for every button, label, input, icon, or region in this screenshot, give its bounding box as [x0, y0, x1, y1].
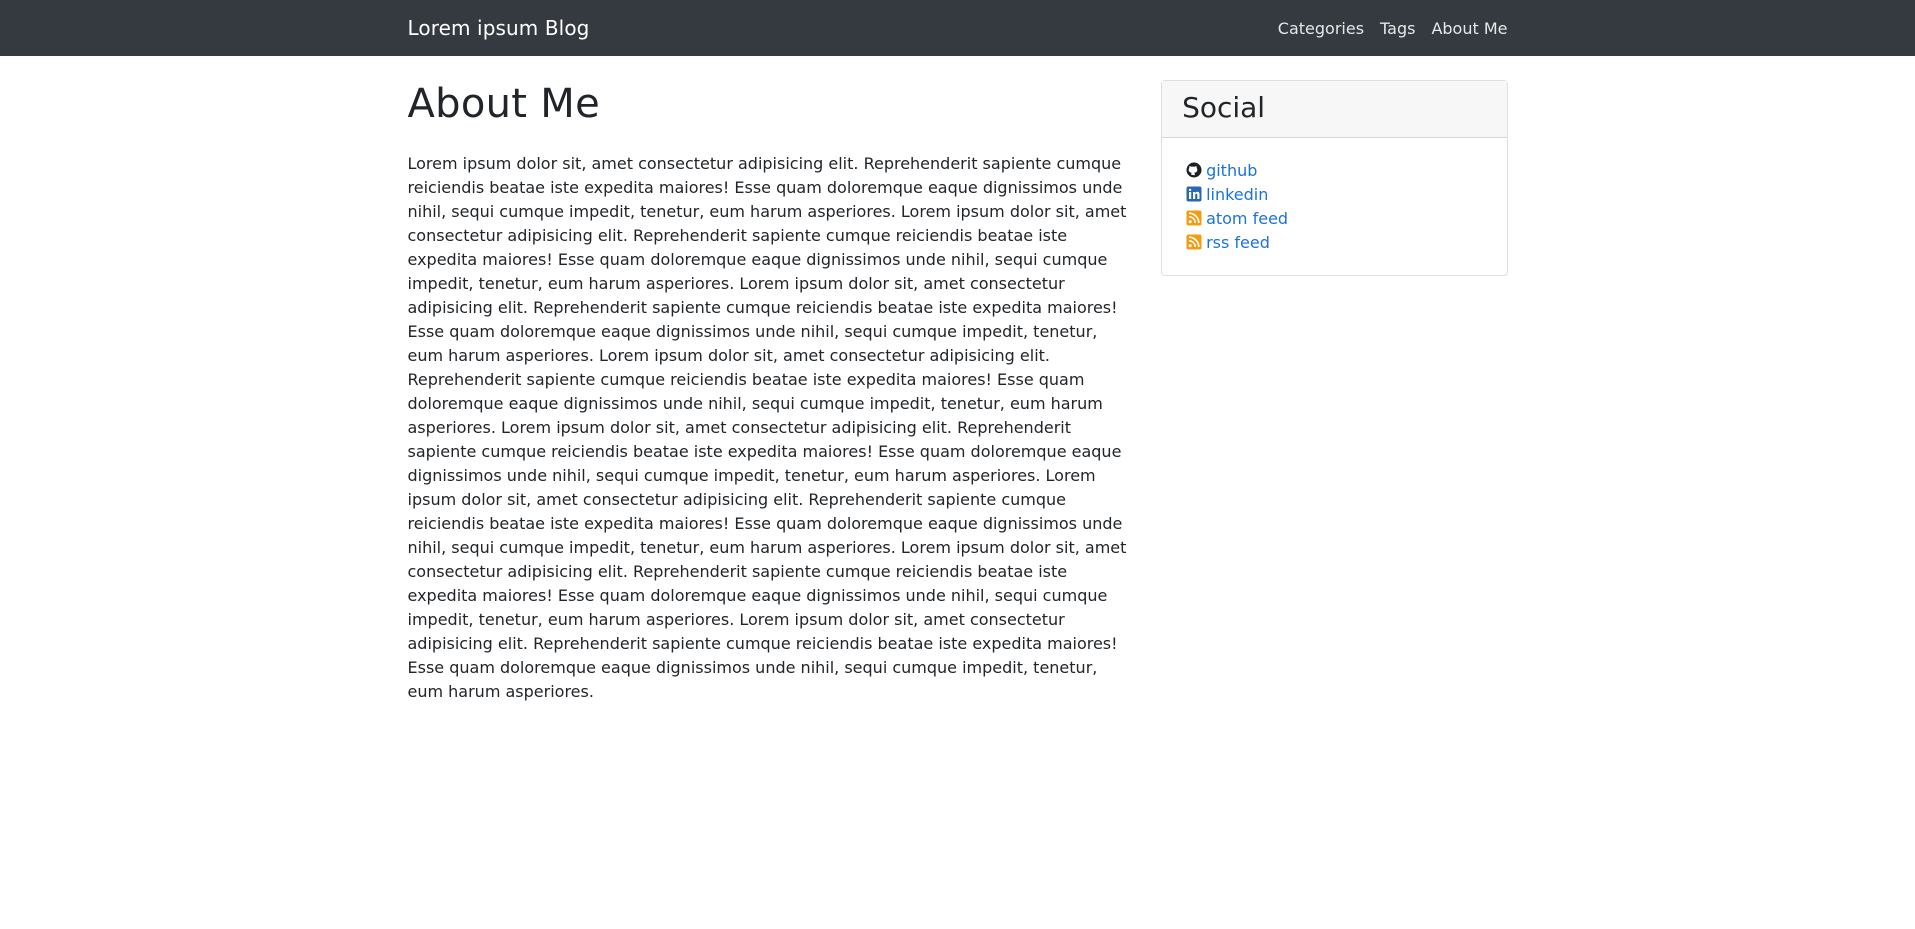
social-item-linkedin [1186, 182, 1482, 206]
github-icon [1186, 162, 1202, 178]
social-item-github [1186, 158, 1482, 182]
social-item-atom-feed [1186, 206, 1482, 230]
social-link-linkedin[interactable]: linkedin [1206, 184, 1269, 204]
social-link-github[interactable]: github [1206, 160, 1258, 180]
brand-link[interactable]: Lorem ipsum Blog [407, 16, 590, 40]
social-card-body [1162, 138, 1506, 275]
page-title: About Me [407, 81, 600, 127]
navbar [0, 0, 1915, 56]
about-text: Lorem ipsum dolor sit, amet consectetur adipisicing elit. Reprehenderit sapiente cumque reiciendis beatae iste expedita maiores! Esse quam doloremque eaque dignissimos unde nihil, sequi cumque impedit, tenetur, eum harum asperiores. Lorem ipsum dolor sit, amet consectetur adipisicing elit. Reprehenderit sapiente cumque reiciendis beatae iste expedita maiores! Esse quam doloremque eaque dignissimos unde nihil, sequi cumque impedit, tenetur, eum harum asperiores. Lorem ipsum dolor sit, amet consectetur adipisicing elit. Reprehenderit sapiente cumque reiciendis beatae iste expedita maiores! Esse quam doloremque eaque dignissimos unde nihil, sequi cumque impedit, tenetur, eum harum asperiores. Lorem ipsum dolor sit, amet consectetur adipisicing elit. Reprehenderit sapiente cumque reiciendis beatae iste expedita maiores! Esse quam doloremque eaque dignissimos unde nihil, sequi cumque impedit, tenetur, eum harum asperiores. Lorem ipsum dolor sit, amet consectetur adipisicing elit. Reprehenderit sapiente cumque reiciendis beatae iste expedita maiores! Esse quam doloremque eaque dignissimos unde nihil, sequi cumque impedit, tenetur, eum harum asperiores. Lorem ipsum dolor sit, amet consectetur adipisicing elit. Reprehenderit sapiente cumque reiciendis beatae iste expedita maiores! Esse quam doloremque eaque dignissimos unde nihil, sequi cumque impedit, tenetur, eum harum asperiores. Lorem ipsum dolor sit, amet consectetur adipisicing elit. Reprehenderit sapiente cumque reiciendis beatae iste expedita maiores! Esse quam doloremque eaque dignissimos unde nihil, sequi cumque impedit, tenetur, eum harum asperiores. Lorem ipsum dolor sit, amet consectetur adipisicing elit. Reprehenderit sapiente cumque reiciendis beatae iste expedita maiores! Esse quam doloremque eaque dignissimos unde nihil, sequi cumque impedit, tenetur, eum harum asperiores. [407, 154, 1127, 701]
social-list [1186, 158, 1482, 254]
social-card-title: Social [1162, 81, 1506, 138]
page-container [399, 56, 1517, 704]
social-link-atom-feed[interactable]: atom feed [1206, 208, 1289, 228]
social-item-rss-feed [1186, 230, 1482, 254]
social-card [1161, 80, 1507, 276]
navbar-inner [399, 0, 1517, 56]
feed-icon [1186, 210, 1202, 226]
sidebar [1161, 80, 1507, 704]
feed-icon [1186, 234, 1202, 250]
nav-link-about-me[interactable]: About Me [1431, 18, 1508, 38]
linkedin-icon [1186, 186, 1202, 202]
main-content [408, 80, 1130, 704]
nav-links [1262, 11, 1508, 46]
nav-link-tags[interactable]: Tags [1380, 18, 1416, 38]
nav-link-categories[interactable]: Categories [1277, 18, 1365, 38]
social-link-rss-feed[interactable]: rss feed [1206, 232, 1270, 252]
